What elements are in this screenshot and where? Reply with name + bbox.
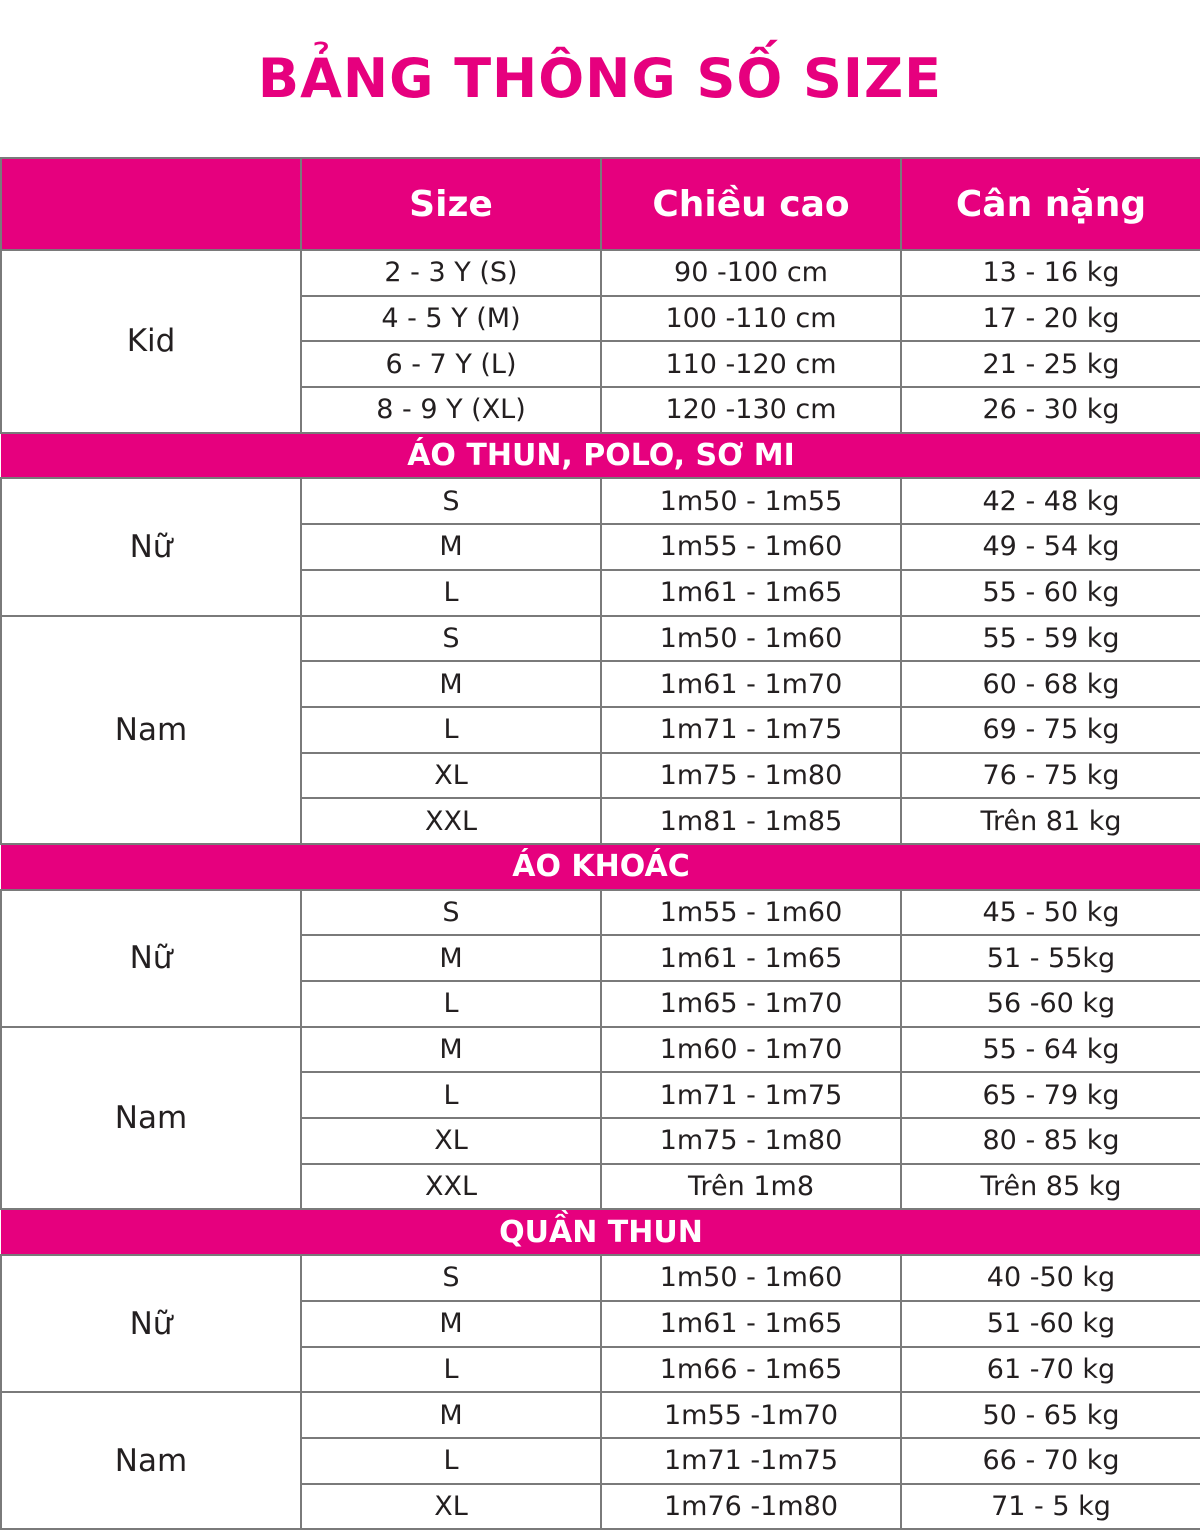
group-label: Nam <box>1 1027 301 1210</box>
group-label: Nữ <box>1 478 301 615</box>
section-header-row <box>1 844 1200 890</box>
header-cell-height: Chiều cao <box>601 158 901 250</box>
height-cell: 110 -120 cm <box>601 341 901 387</box>
size-cell: S <box>301 1255 601 1301</box>
weight-cell: 51 - 55kg <box>901 935 1200 981</box>
group-label: Nữ <box>1 890 301 1027</box>
size-cell: M <box>301 524 601 570</box>
size-cell: M <box>301 661 601 707</box>
weight-cell: 56 -60 kg <box>901 981 1200 1027</box>
height-cell: 1m55 -1m70 <box>601 1392 901 1438</box>
height-cell: 1m50 - 1m55 <box>601 478 901 524</box>
height-cell: 1m55 - 1m60 <box>601 524 901 570</box>
height-cell: 1m60 - 1m70 <box>601 1027 901 1073</box>
size-cell: XL <box>301 1118 601 1164</box>
height-cell: 1m50 - 1m60 <box>601 1255 901 1301</box>
weight-cell: Trên 85 kg <box>901 1164 1200 1210</box>
weight-cell: 50 - 65 kg <box>901 1392 1200 1438</box>
height-cell: 1m81 - 1m85 <box>601 798 901 844</box>
size-cell: 4 - 5 Y (M) <box>301 296 601 342</box>
height-cell: 1m55 - 1m60 <box>601 890 901 936</box>
size-cell: L <box>301 1347 601 1393</box>
group-label: Nam <box>1 1392 301 1529</box>
height-cell: 1m66 - 1m65 <box>601 1347 901 1393</box>
table-row <box>1 616 1200 662</box>
weight-cell: 65 - 79 kg <box>901 1072 1200 1118</box>
section-title: QUẦN THUN <box>1 1209 1200 1255</box>
height-cell: 1m65 - 1m70 <box>601 981 901 1027</box>
table-row <box>1 1255 1200 1301</box>
height-cell: 1m71 - 1m75 <box>601 707 901 753</box>
size-cell: 2 - 3 Y (S) <box>301 250 601 296</box>
weight-cell: 55 - 59 kg <box>901 616 1200 662</box>
weight-cell: 60 - 68 kg <box>901 661 1200 707</box>
size-cell: XXL <box>301 798 601 844</box>
header-cell-category <box>1 158 301 250</box>
height-cell: 120 -130 cm <box>601 387 901 433</box>
size-chart-body <box>1 158 1200 1529</box>
size-cell: 6 - 7 Y (L) <box>301 341 601 387</box>
table-row <box>1 1027 1200 1073</box>
weight-cell: 45 - 50 kg <box>901 890 1200 936</box>
size-cell: M <box>301 1027 601 1073</box>
height-cell: 1m61 - 1m65 <box>601 1301 901 1347</box>
section-title: ÁO THUN, POLO, SƠ MI <box>1 433 1200 479</box>
height-cell: 1m50 - 1m60 <box>601 616 901 662</box>
weight-cell: 40 -50 kg <box>901 1255 1200 1301</box>
height-cell: Trên 1m8 <box>601 1164 901 1210</box>
size-cell: M <box>301 1392 601 1438</box>
weight-cell: 55 - 64 kg <box>901 1027 1200 1073</box>
height-cell: 1m71 - 1m75 <box>601 1072 901 1118</box>
weight-cell: 13 - 16 kg <box>901 250 1200 296</box>
weight-cell: 42 - 48 kg <box>901 478 1200 524</box>
size-cell: L <box>301 570 601 616</box>
size-cell: L <box>301 1438 601 1484</box>
size-cell: L <box>301 707 601 753</box>
weight-cell: 80 - 85 kg <box>901 1118 1200 1164</box>
size-cell: L <box>301 981 601 1027</box>
group-label: Kid <box>1 250 301 433</box>
height-cell: 1m61 - 1m70 <box>601 661 901 707</box>
size-chart-table <box>0 157 1200 1530</box>
size-cell: S <box>301 890 601 936</box>
size-cell: S <box>301 478 601 524</box>
weight-cell: 21 - 25 kg <box>901 341 1200 387</box>
size-cell: 8 - 9 Y (XL) <box>301 387 601 433</box>
group-label: Nam <box>1 616 301 844</box>
table-row <box>1 250 1200 296</box>
height-cell: 1m61 - 1m65 <box>601 570 901 616</box>
table-row <box>1 478 1200 524</box>
section-header-row <box>1 433 1200 479</box>
weight-cell: Trên 81 kg <box>901 798 1200 844</box>
section-header-row <box>1 1209 1200 1255</box>
size-cell: XXL <box>301 1164 601 1210</box>
table-row <box>1 1392 1200 1438</box>
height-cell: 90 -100 cm <box>601 250 901 296</box>
weight-cell: 55 - 60 kg <box>901 570 1200 616</box>
weight-cell: 17 - 20 kg <box>901 296 1200 342</box>
weight-cell: 76 - 75 kg <box>901 753 1200 799</box>
table-row <box>1 890 1200 936</box>
height-cell: 1m76 -1m80 <box>601 1484 901 1530</box>
size-cell: M <box>301 935 601 981</box>
size-cell: S <box>301 616 601 662</box>
size-cell: XL <box>301 753 601 799</box>
group-label: Nữ <box>1 1255 301 1392</box>
weight-cell: 66 - 70 kg <box>901 1438 1200 1484</box>
section-title: ÁO KHOÁC <box>1 844 1200 890</box>
height-cell: 1m75 - 1m80 <box>601 1118 901 1164</box>
header-cell-size: Size <box>301 158 601 250</box>
height-cell: 1m71 -1m75 <box>601 1438 901 1484</box>
header-cell-weight: Cân nặng <box>901 158 1200 250</box>
size-cell: XL <box>301 1484 601 1530</box>
height-cell: 100 -110 cm <box>601 296 901 342</box>
page-title: BẢNG THÔNG SỐ SIZE <box>257 47 943 110</box>
weight-cell: 61 -70 kg <box>901 1347 1200 1393</box>
weight-cell: 71 - 5 kg <box>901 1484 1200 1530</box>
weight-cell: 69 - 75 kg <box>901 707 1200 753</box>
header-row <box>1 158 1200 250</box>
size-cell: L <box>301 1072 601 1118</box>
weight-cell: 51 -60 kg <box>901 1301 1200 1347</box>
weight-cell: 49 - 54 kg <box>901 524 1200 570</box>
weight-cell: 26 - 30 kg <box>901 387 1200 433</box>
size-cell: M <box>301 1301 601 1347</box>
height-cell: 1m75 - 1m80 <box>601 753 901 799</box>
height-cell: 1m61 - 1m65 <box>601 935 901 981</box>
